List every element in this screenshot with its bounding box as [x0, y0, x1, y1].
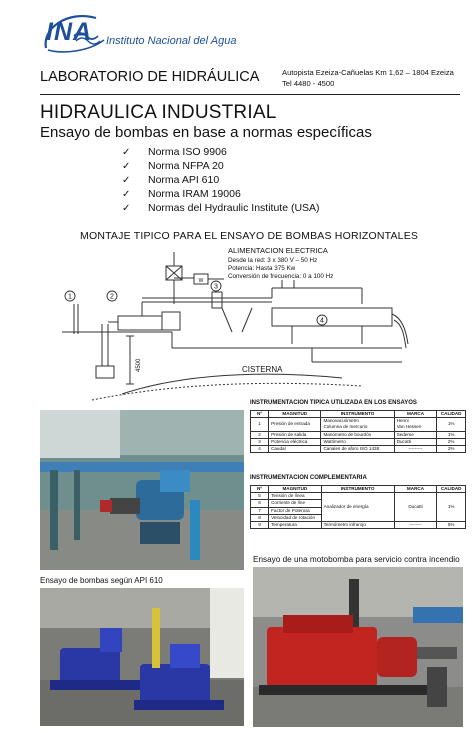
norm-item: ✓ Norma NFPA 20 [122, 160, 224, 172]
table1-title: INSTRUMENTACION TIPICA UTILIZADA EN LOS ENSAYOS [250, 400, 417, 406]
power-title: ALIMENTACION ELECTRICA [228, 246, 328, 255]
callout-1: 1 [68, 293, 72, 301]
institute-name: Instituto Nacional del Agua [106, 35, 237, 47]
page-title: HIDRAULICA INDUSTRIAL [40, 102, 277, 123]
table-row: 4 Caudal Canales de aforo ISO 1438 --------- 2% [251, 446, 466, 453]
complementary-instrumentation-table [250, 485, 466, 529]
norm-item: ✓ Normas del Hydraulic Institute (USA) [122, 202, 320, 214]
check-icon: ✓ [122, 161, 131, 172]
check-icon: ✓ [122, 147, 131, 158]
table-row: 5 Tensión de línea Analizador de energía Ducatti 1% [251, 493, 466, 500]
callout-4: 4 [320, 317, 324, 325]
check-icon: ✓ [122, 175, 131, 186]
check-icon: ✓ [122, 189, 131, 200]
table-row: 1 Presión de entrada Manovacuómetro Columna de mercurio Henni Van Hessen 1% [251, 418, 466, 431]
check-icon: ✓ [122, 203, 131, 214]
callout-3: 3 [214, 283, 218, 291]
table-header-row: Nº MAGNITUD INSTRUMENTO MARCA CALIDAD [251, 486, 466, 493]
table2-title: INSTRUMENTACION COMPLEMENTARIA [250, 475, 367, 481]
instrumentation-table [250, 410, 466, 453]
foot-valve [96, 366, 114, 378]
api610-pumps-photo [40, 588, 244, 726]
depth-label: 4500 [136, 358, 142, 372]
norm-item: ✓ Norma IRAM 19006 [122, 188, 241, 200]
motobomba-photo [253, 567, 463, 727]
ina-logo-text: INA [46, 18, 93, 46]
motobomba-caption: Ensayo de una motobomba para servicio contra incendio [253, 555, 460, 564]
measuring-channel [272, 308, 392, 326]
table-row: 8 Velocidad de rotación [251, 514, 466, 521]
power-line: Desde la red: 3 x 380 V – 50 Hz [228, 257, 318, 264]
power-line: Potencia: Hasta 375 Kw [228, 265, 296, 272]
table-row: 3 Potencia eléctrica Wattímetro Ducatti 2% [251, 438, 466, 445]
api610-caption: Ensayo de bombas según API 610 [40, 576, 163, 585]
norm-item: ✓ Norma API 610 [122, 174, 220, 186]
diagram-title: MONTAJE TIPICO PARA EL ENSAYO DE BOMBAS HORIZONTALES [80, 230, 419, 242]
cistern-label: CISTERNA [242, 365, 283, 374]
pump-test-photo [40, 410, 244, 570]
callout-2: 2 [110, 293, 114, 301]
power-line: Conversión de frecuencia: 0 a 100 Hz [228, 273, 334, 280]
page-subtitle: Ensayo de bombas en base a normas específicas [40, 124, 372, 141]
norm-item: ✓ Norma ISO 9906 [122, 146, 227, 158]
table-row: 6 Corriente de líne [251, 500, 466, 507]
lab-title: LABORATORIO DE HIDRÁULICA [40, 69, 260, 85]
table-row: 2 Presión de salida Manómetro de bourdón Sedeme 1% [251, 431, 466, 438]
pump-test-setup-diagram [62, 244, 422, 404]
phone-line: Tel 4480 - 4500 [282, 79, 335, 88]
table-row: 7 Factor de Potencia [251, 507, 466, 514]
table-header-row: Nº MAGNITUD INSTRUMENTO MARCA CALIDAD [251, 411, 466, 418]
wattmeter-label: W [198, 278, 204, 284]
header-rule [40, 94, 460, 95]
address-line: Autopista Ezeiza-Cañuelas Km 1,62 – 1804 Ezeiza [282, 68, 454, 77]
table-row: 9 Temperatura Termómetro infrarojo -------- 5% [251, 522, 466, 529]
pump-motor [118, 316, 162, 330]
